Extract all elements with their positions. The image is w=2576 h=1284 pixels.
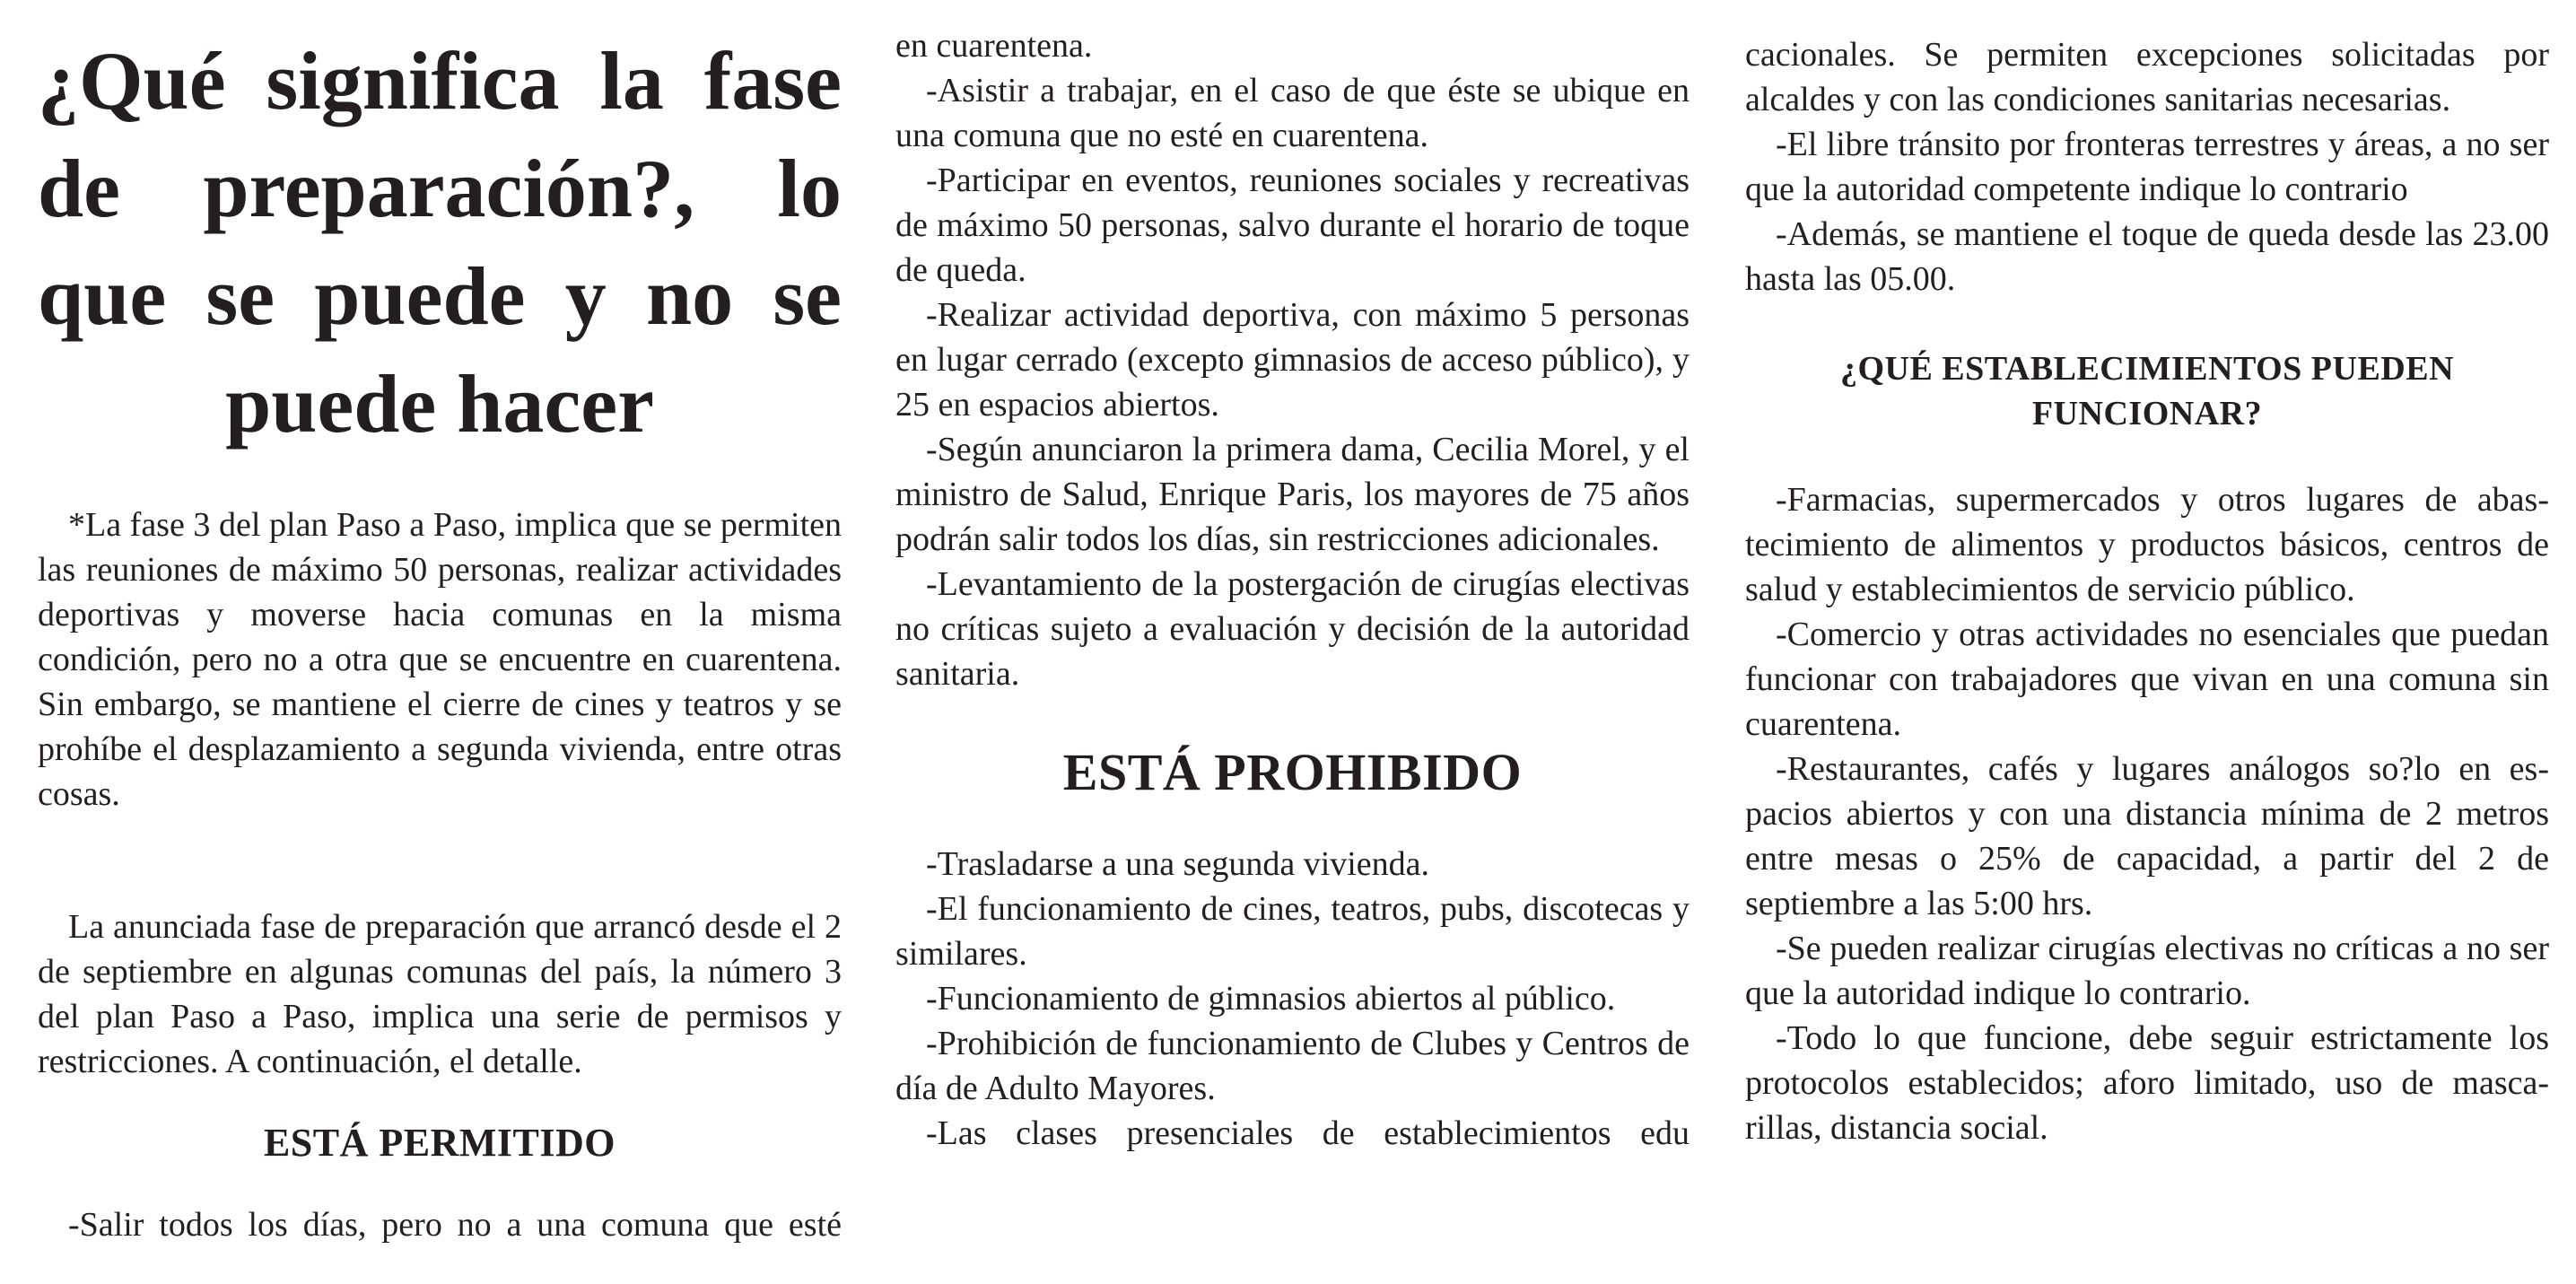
column-2 xyxy=(895,0,1690,1284)
lead-paragraph: La anunciada fase de preparación que arrancó desde el 2 de septiembre en algunas comunas del país, la número 3 del plan Paso a Paso, implica una serie de permisos y restricciones. A continuación, el detalle. xyxy=(38,908,842,1080)
section-heading-prohibited: ESTÁ PROHIBIDO xyxy=(1062,743,1523,801)
prohibited-item-2: -El funcionamiento de cines, teatros, pubs, discotecas y similares. xyxy=(895,890,1690,973)
permitted-item-4: -Realizar actividad deportiva, con máximo 5 personas en lugar cerrado (excepto gimnasios de acceso público), y 25 en espacios abiertos. xyxy=(895,296,1690,424)
establishments-item-5: -Todo lo que funcione, debe seguir estrictamente los protocolos establecidos; aforo limitado, uso de mascarillas, distancia social. xyxy=(1745,1019,2549,1147)
prohibited-item-1: -Trasladarse a una segunda vivienda. xyxy=(926,845,1430,883)
prohibited-item-7: -Además, se mantiene el toque de queda desde las 23.00 hasta las 05.00. xyxy=(1745,215,2549,298)
prohibited-item-5-start: -Las clases presenciales de establecimientos edu xyxy=(926,1114,1690,1152)
establishments-item-4: -Se pueden realizar cirugías electivas no críticas a no ser que la autoridad indique lo contrario. xyxy=(1745,930,2549,1012)
prohibited-item-3: -Funcionamiento de gimnasios abiertos al público. xyxy=(926,980,1616,1018)
column-1 xyxy=(38,0,842,1284)
establishments-item-2: -Comercio y otras actividades no esenciales que puedan funcionar con trabajadores que vivan en una comuna sin cuarentena. xyxy=(1745,616,2549,743)
permitted-item-3: -Participar en eventos, reuniones sociales y recreativas de máximo 50 personas, salvo durante el horario de toque de queda. xyxy=(895,162,1690,289)
prohibited-item-6: -El libre tránsito por fronteras terrestres y áreas, a no ser que la autoridad competente indique lo contrario xyxy=(1745,126,2549,208)
permitted-item-1-start: -Salir todos los días, pero no a una comuna que esté xyxy=(68,1206,842,1244)
prohibited-item-4: -Prohibición de funcionamiento de Clubes y Centros de día de Adulto Mayores. xyxy=(895,1025,1690,1107)
establishments-item-1: -Farmacias, supermercados y otros lugares de abastecimiento de alimentos y productos básicos, centros de salud y establecimientos de servicio público. xyxy=(1745,481,2549,608)
section-heading-establishments: ¿QUÉ ESTABLECIMIENTOS PUEDEN FUNCIONAR? xyxy=(1839,350,2455,432)
headline: ¿Qué significa la fase de preparación?, lo que se puede y no se puede hacer xyxy=(38,35,842,450)
intro-paragraph: *La fase 3 del plan Paso a Paso, implica que se permiten las reuniones de máximo 50 personas, realizar actividades deportivas y moverse hacia comunas en la misma condición, pero no a otra que se encuentre en cuarentena. Sin embargo, se mantiene el cierre de cines y teatros y se prohíbe el desplazamiento a segunda vivienda, entre otras cosas. xyxy=(38,506,842,813)
permitted-item-6: -Levantamiento de la postergación de cirugías electivas no críticas sujeto a evaluación y decisión de la autoridad sanitaria. xyxy=(895,565,1690,693)
column-3 xyxy=(1745,0,2549,1284)
permitted-item-5: -Según anunciaron la primera dama, Cecilia Morel, y el ministro de Salud, Enrique Paris, los mayores de 75 años podrán salir todos los días, sin restricciones adicionales. xyxy=(895,431,1690,558)
prohibited-item-5-end: cacionales. Se permiten excepciones solicitadas por alcaldes y con las condiciones sanitarias necesarias. xyxy=(1745,36,2549,118)
permitted-item-1-end: en cuarentena. xyxy=(895,27,1093,65)
section-heading-permitted: ESTÁ PERMITIDO xyxy=(263,1121,616,1165)
permitted-item-2: -Asistir a trabajar, en el caso de que éste se ubique en una comuna que no esté en cuarentena. xyxy=(895,72,1690,154)
establishments-item-3: -Restaurantes, cafés y lugares análogos so?lo en espacios abiertos y con una distancia mínima de 2 metros entre mesas o 25% de capacidad, a partir del 2 de septiembre a las 5:00 hrs. xyxy=(1745,750,2549,922)
